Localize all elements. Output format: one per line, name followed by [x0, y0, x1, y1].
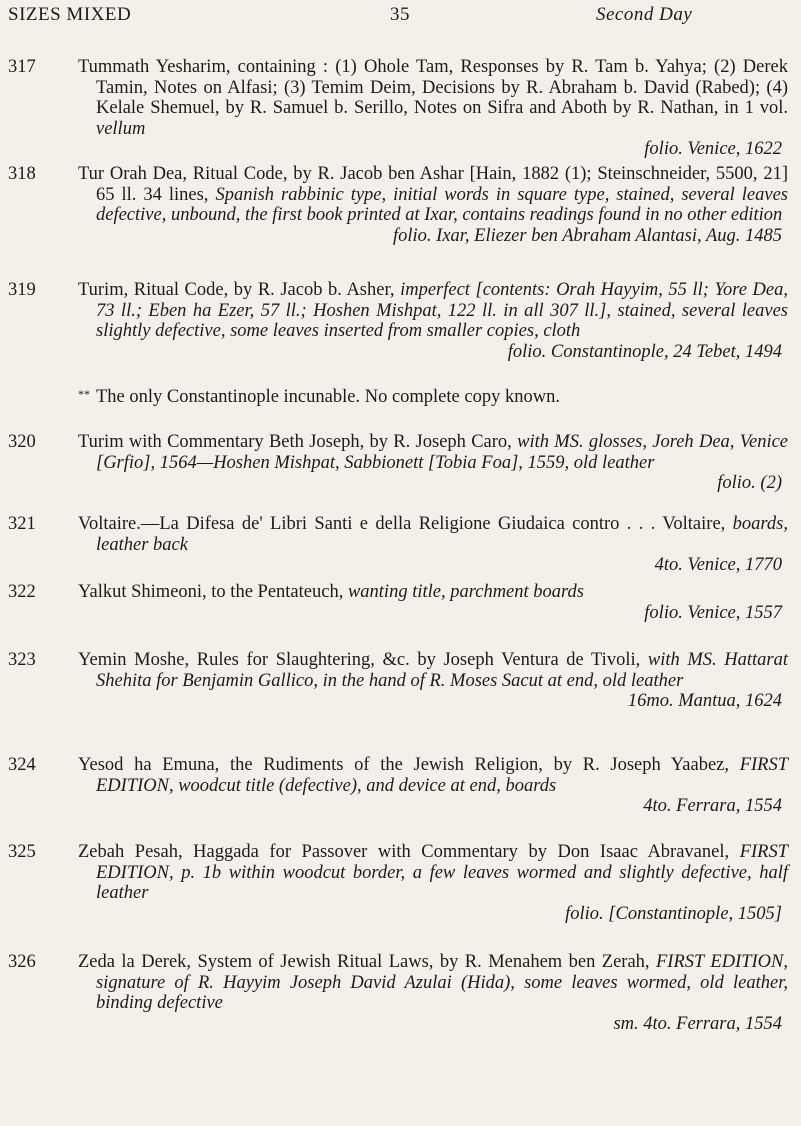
lot-footnote [78, 384, 788, 408]
lot-title: Yesod ha Emuna, the Rudiments of the Jewish Religion, by R. Joseph Yaabez, [78, 755, 729, 775]
lot-description [78, 164, 788, 246]
lot-format: folio. [Constantinople, 1505] [565, 903, 782, 924]
lot-description [78, 755, 788, 817]
lot-format: 4to. Venice, 1770 [654, 555, 782, 575]
lot-number: 322 [8, 582, 36, 602]
page-number: 35 [390, 4, 410, 25]
lot-format: folio. Ixar, Eliezer ben Abraham Alantasi, Aug. 1485 [392, 225, 782, 246]
lot-number: 325 [8, 842, 36, 862]
lot-number: 326 [8, 952, 36, 972]
lot-title: Zeda la Derek, System of Jewish Ritual Laws, by R. Menahem ben Zerah, [78, 952, 650, 972]
lot-details: FIRST EDITION, p. 1b within woodcut border, a few leaves wormed and slightly defective, half leather [96, 842, 788, 903]
lot-format: 4to. Ferrara, 1554 [643, 796, 782, 816]
lot-description [78, 514, 788, 576]
lot-details: with MS. Hattarat Shehita for Benjamin Gallico, in the hand of R. Moses Sacut at end, old leather [96, 650, 789, 691]
lot-description [78, 582, 788, 623]
lot-title: Voltaire.—La Difesa de' Libri Santi e della Religione Giudaica contro . . . Voltaire, [78, 514, 726, 534]
asterism-icon: ** [78, 387, 90, 401]
lot-description [78, 650, 788, 712]
lot-number: 320 [8, 432, 36, 452]
lot-title: Zebah Pesah, Haggada for Passover with Commentary by Don Isaac Abravanel, [78, 842, 730, 862]
lot-format: folio. Constantinople, 24 Tebet, 1494 [507, 341, 782, 362]
lot-format: folio. (2) [717, 473, 782, 493]
lot-details: wanting title, parchment boards [347, 582, 584, 602]
lot-number: 319 [8, 280, 36, 300]
lot-number: 323 [8, 650, 36, 670]
lot-details: vellum [96, 118, 146, 139]
lot-number: 324 [8, 755, 36, 775]
header-day-title: Second Day [596, 4, 693, 25]
lot-title: Tummath Yesharim, containing : (1) Ohole Tam, Responses by R. Tam b. Yahya; (2) Derek Tamin, Notes on Alfasi; (3) Temim Deim, Decisions by R. Abraham b. David (Rabed); (4) Kelale Shemuel, by R. Samuel b. Serillo, Notes on Sifra and Aboth by R. Nathan, in 1 vol. [78, 57, 788, 118]
lot-description [78, 952, 788, 1034]
lot-description [78, 842, 788, 924]
lot-format: 16mo. Mantua, 1624 [627, 691, 782, 711]
note-text: The only Constantinople incunable. No complete copy known. [96, 387, 560, 407]
lot-details: Spanish rabbinic type, initial words in square type, stained, several leaves defective, unbound, the first book printed at Ixar, contains readings found in no other edition [96, 184, 788, 225]
lot-description [78, 432, 788, 494]
lot-title: Yemin Moshe, Rules for Slaughtering, &c. by Joseph Ventura de Tivoli, [78, 650, 641, 670]
lot-format: folio. Venice, 1622 [644, 139, 782, 159]
lot-number: 321 [8, 514, 36, 534]
lot-format: sm. 4to. Ferrara, 1554 [613, 1013, 782, 1034]
lot-details: boards, leather back [96, 514, 788, 555]
lot-title: Tur Orah Dea, Ritual Code, by R. Jacob ben Ashar [Hain, 1882 (1); Steinschneider, 5500, 21] 65 ll. 34 lines, [78, 164, 788, 205]
lot-format: folio. Venice, 1557 [644, 602, 782, 623]
lot-description [78, 280, 788, 362]
page-header [0, 4, 801, 32]
lot-title: Turim, Ritual Code, by R. Jacob b. Asher, [78, 280, 395, 300]
lot-description [78, 57, 788, 160]
lot-number: 318 [8, 164, 36, 184]
lot-details: with MS. glosses, Joreh Dea, Venice [Grfio], 1564—Hoshen Mishpat, Sabbionett [Tobia Foa], 1559, old leather [96, 432, 789, 473]
header-section-title: SIZES MIXED [8, 4, 132, 25]
lot-title: Yalkut Shimeoni, to the Pentateuch, [78, 582, 344, 602]
lot-details: FIRST EDITION, woodcut title (defective), and device at end, boards [96, 755, 788, 796]
lot-details: imperfect [contents: Orah Hayyim, 55 ll; Yore Dea, 73 ll.; Eben ha Ezer, 57 ll.; Hoshen Mishpat, 122 ll. in all 307 ll.], stained, several leaves slightly defective, some leaves inserted from smaller copies, cloth [96, 280, 789, 341]
lot-title: Turim with Commentary Beth Joseph, by R. Joseph Caro, [78, 432, 512, 452]
lot-number: 317 [8, 57, 36, 77]
lot-details: FIRST EDITION, signature of R. Hayyim Joseph David Azulai (Hida), some leaves wormed, old leather, binding defective [96, 952, 789, 1013]
